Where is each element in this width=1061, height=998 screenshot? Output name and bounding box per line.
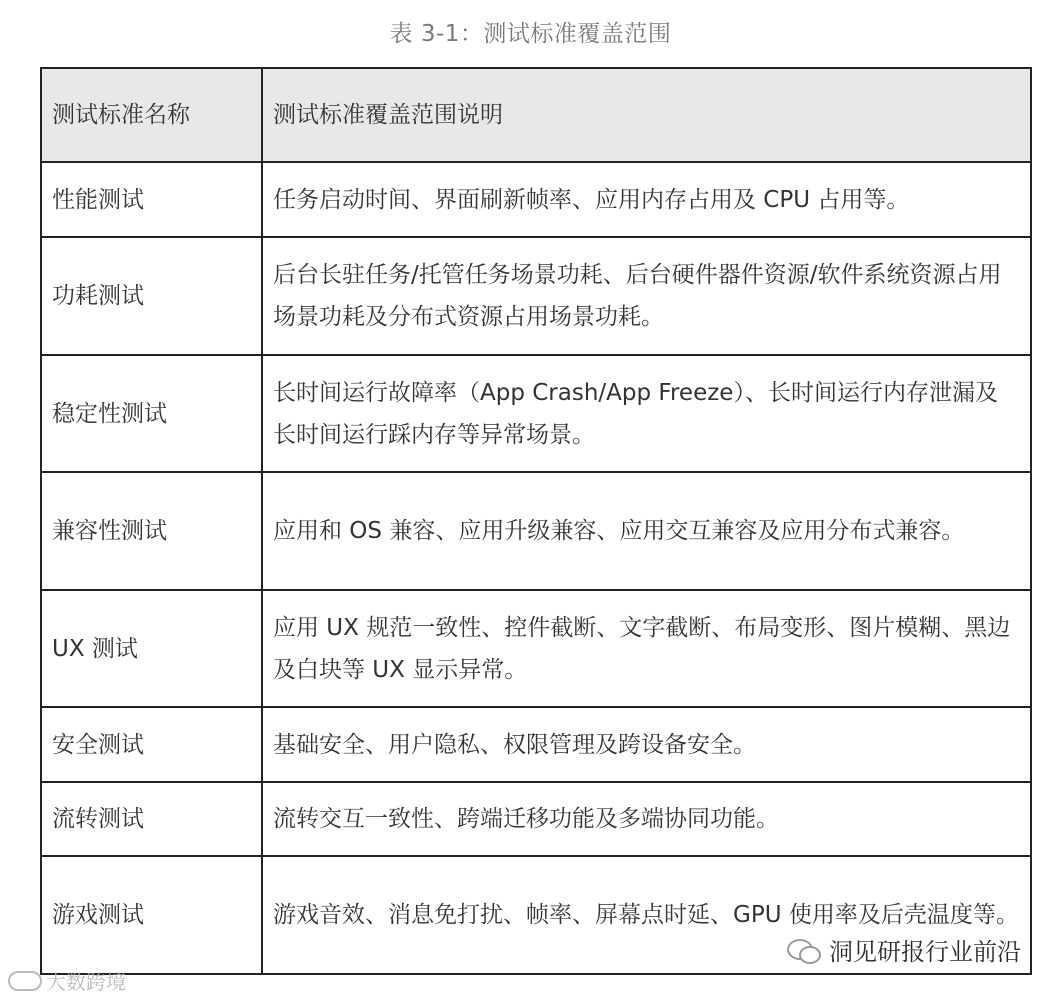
row-standard-name: 功耗测试 [41,237,262,355]
table-row [41,355,1031,472]
brand-watermark [8,966,126,995]
brand-logo-icon [8,971,42,991]
watermark-account-name: 洞见研报行业前沿 [829,938,1021,966]
row-coverage-description: 流转交互一致性、跨端迁移功能及多端协同功能。 [262,782,1031,856]
row-coverage-description: 长时间运行故障率（App Crash/App Freeze）、长时间运行内存泄漏及长时间运行踩内存等异常场景。 [262,355,1031,472]
table-row [41,162,1031,237]
row-coverage-description: 后台长驻任务/托管任务场景功耗、后台硬件器件资源/软件系统资源占用场景功耗及分布式资源占用场景功耗。 [262,237,1031,355]
test-standards-table [40,67,1032,975]
row-coverage-description: 应用 UX 规范一致性、控件截断、文字截断、布局变形、图片模糊、黑边及白块等 UX 显示异常。 [262,590,1031,707]
row-coverage-description: 应用和 OS 兼容、应用升级兼容、应用交互兼容及应用分布式兼容。 [262,472,1031,590]
header-coverage-description: 测试标准覆盖范围说明 [262,68,1031,162]
table-row [41,237,1031,355]
row-standard-name: 游戏测试 [41,856,262,974]
row-coverage-description: 基础安全、用户隐私、权限管理及跨设备安全。 [262,707,1031,782]
header-standard-name: 测试标准名称 [41,68,262,162]
row-standard-name: 兼容性测试 [41,472,262,590]
table-caption: 表 3-1：测试标准覆盖范围 [389,21,672,47]
wechat-watermark [783,930,1025,969]
table-row [41,590,1031,707]
wechat-icon [787,937,821,963]
row-coverage-description: 游戏音效、消息免打扰、帧率、屏幕点时延、GPU 使用率及后壳温度等。 [262,856,1031,974]
table-row [41,707,1031,782]
row-standard-name: 稳定性测试 [41,355,262,472]
table-header-row [41,68,1031,162]
table-row [41,782,1031,856]
row-standard-name: 安全测试 [41,707,262,782]
table-row [41,472,1031,590]
row-standard-name: UX 测试 [41,590,262,707]
row-standard-name: 流转测试 [41,782,262,856]
row-standard-name: 性能测试 [41,162,262,237]
row-coverage-description: 任务启动时间、界面刷新帧率、应用内存占用及 CPU 占用等。 [262,162,1031,237]
watermark-brand-name: 大数跨境 [46,970,126,994]
